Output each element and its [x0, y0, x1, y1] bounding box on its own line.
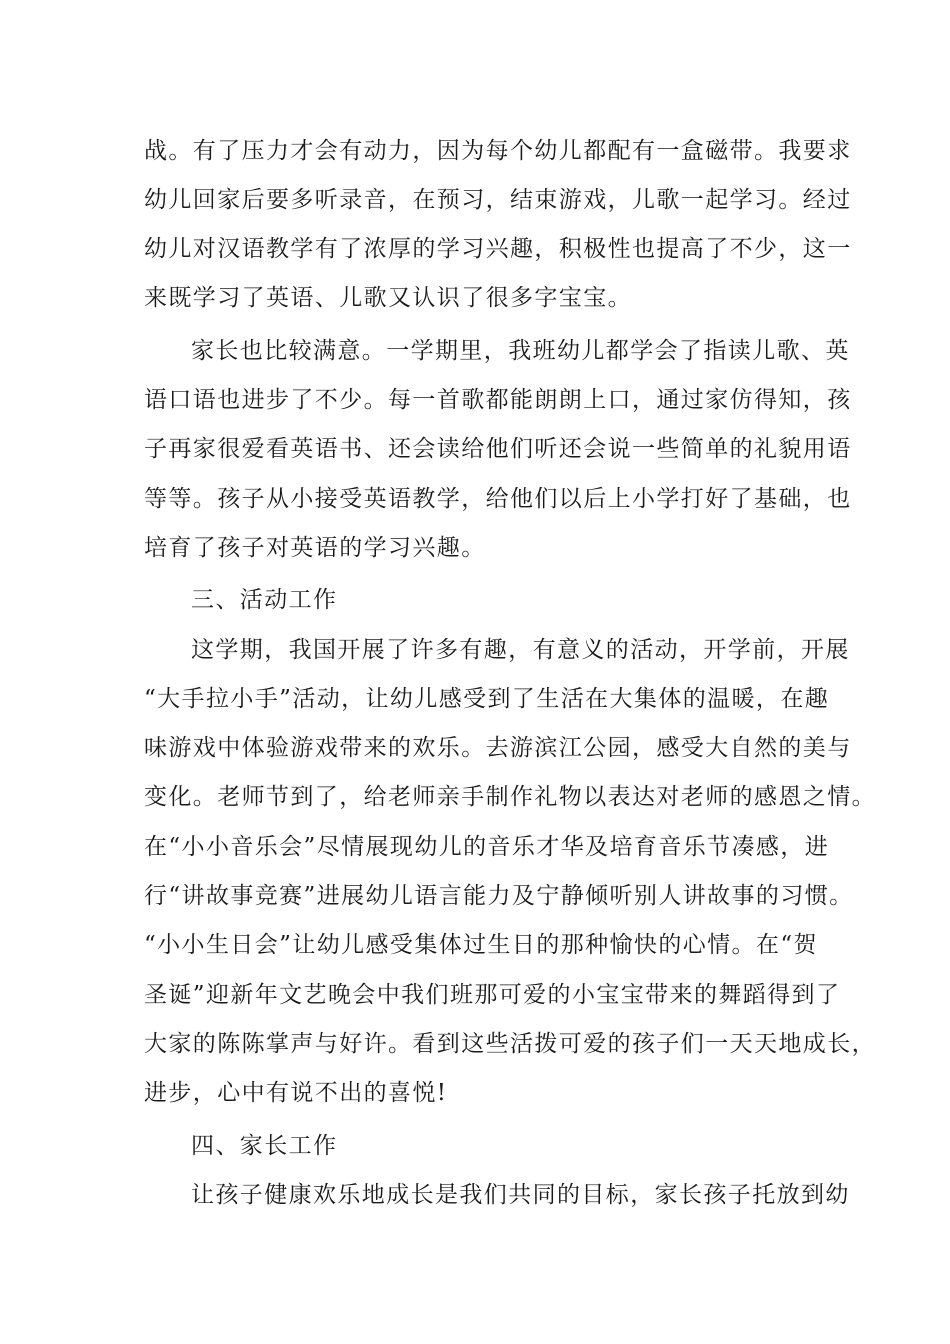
text-line: 味游戏中体验游戏带来的欢乐。去游滨江公园，感受大自然的美与 — [144, 735, 852, 761]
text-line: 等等。孩子从小接受英语教学，给他们以后上小学打好了基础，也 — [144, 486, 852, 512]
text-line: 行“讲故事竞赛”进展幼儿语言能力及宁静倾听别人讲故事的习惯。 — [144, 883, 854, 909]
text-line: 培育了孩子对英语的学习兴趣。 — [144, 535, 486, 561]
section-heading-activities: 三、活动工作 — [191, 587, 338, 613]
text-line: 变化。老师节到了，给老师亲手制作礼物以表达对老师的感恩之情。 — [144, 784, 876, 810]
text-line: “小小生日会”让幼儿感受集体过生日的那种愉快的心情。在“贺 — [144, 932, 818, 958]
text-line: 战。有了压力才会有动力，因为每个幼儿都配有一盒磁带。我要求 — [144, 138, 852, 164]
text-line: 语口语也进步了不少。每一首歌都能朗朗上口，通过家仿得知，孩 — [144, 387, 852, 413]
text-line: “大手拉小手”活动，让幼儿感受到了生活在大集体的温暖，在趣 — [144, 686, 830, 712]
text-line: 进步，心中有说不出的喜悦! — [144, 1080, 448, 1106]
text-line: 幼儿对汉语教学有了浓厚的学习兴趣，积极性也提高了不少，这一 — [144, 236, 852, 262]
paragraph-first-line: 这学期，我国开展了许多有趣，有意义的活动，开学前，开展 — [191, 637, 850, 663]
text-line: 圣诞”迎新年文艺晚会中我们班那可爱的小宝宝带来的舞蹈得到了 — [144, 982, 841, 1008]
section-heading-parents: 四、家长工作 — [191, 1133, 338, 1159]
paragraph-first-line: 让孩子健康欢乐地成长是我们共同的目标，家长孩子托放到幼 — [191, 1182, 850, 1208]
text-line: 大家的陈陈掌声与好许。看到这些活拨可爱的孩子们一天天地成长， — [144, 1031, 876, 1057]
text-line: 来既学习了英语、儿歌又认识了很多字宝宝。 — [144, 285, 632, 311]
text-line: 幼儿回家后要多听录音，在预习，结束游戏，儿歌一起学习。经过 — [144, 187, 852, 213]
text-line: 子再家很爱看英语书、还会读给他们听还会说一些简单的礼貌用语 — [144, 436, 852, 462]
paragraph-first-line: 家长也比较满意。一学期里，我班幼儿都学会了指读儿歌、英 — [191, 338, 850, 364]
text-line: 在“小小音乐会”尽情展现幼儿的音乐才华及培育音乐节凑感，进 — [144, 834, 830, 860]
